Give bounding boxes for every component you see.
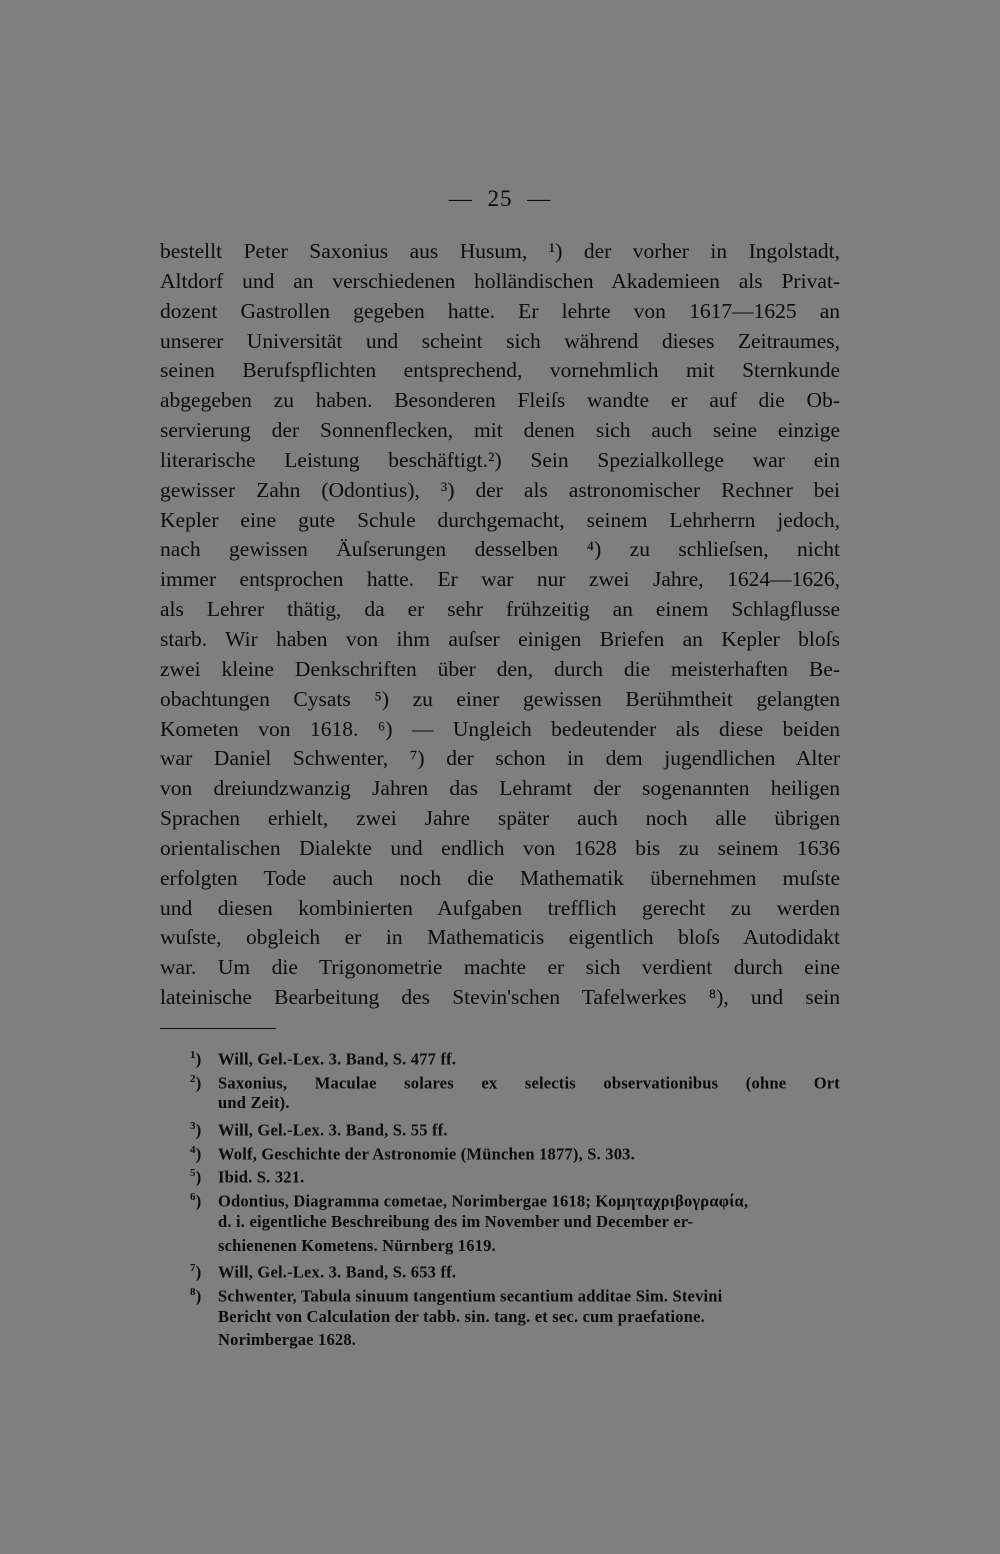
body-line: von dreiundzwanzig Jahren das Lehramt der sogenannten heiligen [160, 776, 840, 801]
footnote-8 [190, 1281, 840, 1305]
footnote-2-continuation: und Zeit). [218, 1093, 290, 1113]
body-line: seinen Berufspflichten entsprechend, vornehmlich mit Sternkunde [160, 358, 840, 383]
footnote-marker: $^7$) [190, 1262, 202, 1282]
footnote-divider [160, 1028, 276, 1029]
body-line: Sprachen erhielt, zwei Jahre später auch noch alle übrigen [160, 806, 840, 831]
body-line: war Daniel Schwenter, ⁷) der schon in dem jugendlichen Alter [160, 746, 840, 771]
footnote-text: Will, Gel.-Lex. 3. Band, S. 55 ff. [218, 1120, 448, 1140]
body-line: lateinische Bearbeitung des Stevin'schen Tafelwerkes ⁸), und sein [160, 985, 840, 1010]
body-line: immer entsprochen hatte. Er war nur zwei Jahre, 1624—1626, [160, 567, 840, 592]
body-line: bestellt Peter Saxonius aus Husum, ¹) der vorher in Ingolstadt, [160, 239, 840, 263]
footnote-2 [190, 1068, 840, 1092]
body-line: und diesen kombinierten Aufgaben trefflich gerecht zu werden [160, 895, 840, 920]
body-line: obachtungen Cysats ⁵) zu einer gewissen Berühmtheit gelangten [160, 686, 840, 711]
body-line: wuſste, obgleich er in Mathematicis eigentlich bloſs Autodidakt [160, 925, 840, 950]
footnote-5 [190, 1162, 840, 1186]
footnote-marker: $^8$) [190, 1285, 202, 1306]
footnote-text: Will, Gel.-Lex. 3. Band, S. 477 ff. [218, 1049, 457, 1069]
footnote-1 [190, 1044, 840, 1068]
footnote-6-continuation: d. i. eigentliche Beschreibung des im November und December er- [218, 1211, 694, 1231]
footnote-text: Schwenter, Tabula sinuum tangentium secantium additae Sim. Stevini [218, 1286, 723, 1306]
footnote-8-continuation: Bericht von Calculation der tabb. sin. tang. et sec. cum praefatione. [218, 1306, 705, 1326]
footnote-4 [190, 1139, 840, 1163]
page-number: — 25 — [448, 186, 552, 211]
body-line: unserer Universität und scheint sich während dieses Zeitraumes, [160, 328, 840, 353]
footnote-marker: $^6$) [190, 1191, 202, 1211]
body-line: abgegeben zu haben. Besonderen Fleiſs wandte er auf die Ob- [160, 388, 840, 413]
body-line: gewisser Zahn (Odontius), ³) der als astronomischer Rechner bei [160, 477, 840, 502]
body-line: dozent Gastrollen gegeben hatte. Er lehrte von 1617—1625 an [160, 298, 840, 323]
body-line: Kometen von 1618. ⁶) — Ungleich bedeutender als diese beiden [160, 716, 840, 741]
footnote-text: Will, Gel.-Lex. 3. Band, S. 653 ff. [218, 1262, 457, 1282]
body-text [160, 237, 840, 1013]
body-line: Kepler eine gute Schule durchgemacht, seinem Lehrherrn jedoch, [160, 507, 840, 532]
footnote-marker: $^2$) [190, 1072, 202, 1093]
footnote-marker: $^4$) [190, 1143, 202, 1164]
body-line: Altdorf und an verschiedenen holländischen Akademieen als Privat- [160, 268, 840, 293]
footnote-7 [190, 1257, 840, 1281]
body-line: war. Um die Trigonometrie machte er sich verdient durch eine [160, 955, 840, 980]
footnote-marker: $^5$) [190, 1167, 202, 1187]
footnote-text: Wolf, Geschichte der Astronomie (München 1877), S. 303. [218, 1144, 635, 1164]
footnotes [190, 1044, 840, 1352]
footnote-text: Odontius, Diagramma cometae, Norimbergae 1618; Κομηταχριβογραφία, [218, 1191, 749, 1211]
body-line: erfolgten Tode auch noch die Mathematik übernehmen muſste [160, 865, 840, 890]
body-line: starb. Wir haben von ihm auſser einigen Briefen an Kepler bloſs [160, 626, 840, 651]
footnote-8-continuation: Norimbergae 1628. [218, 1330, 357, 1350]
footnote-text: Ibid. S. 321. [218, 1167, 305, 1187]
footnote-3 [190, 1115, 840, 1139]
body-line: servierung der Sonnenflecken, mit denen sich auch seine einzige [160, 418, 840, 443]
footnote-marker: $^3$) [190, 1120, 202, 1140]
body-line: als Lehrer thätig, da er sehr frühzeitig an einem Schlagflusse [160, 597, 840, 622]
body-line: orientalischen Dialekte und endlich von 1628 bis zu seinem 1636 [160, 835, 840, 860]
body-line: zwei kleine Denkschriften über den, durch die meisterhaften Be- [160, 656, 840, 681]
body-line: literarische Leistung beschäftigt.²) Sein Spezialkollege war ein [160, 447, 840, 472]
body-line: nach gewissen Äuſserungen desselben ⁴) zu schlieſsen, nicht [160, 537, 840, 562]
footnote-marker: $^1$) [190, 1049, 202, 1069]
footnote-text: Saxonius, Maculae solares ex selectis observationibus (ohne Ort [218, 1073, 840, 1093]
footnote-6-continuation: schienenen Kometens. Nürnberg 1619. [218, 1235, 496, 1255]
footnote-6 [190, 1186, 840, 1210]
